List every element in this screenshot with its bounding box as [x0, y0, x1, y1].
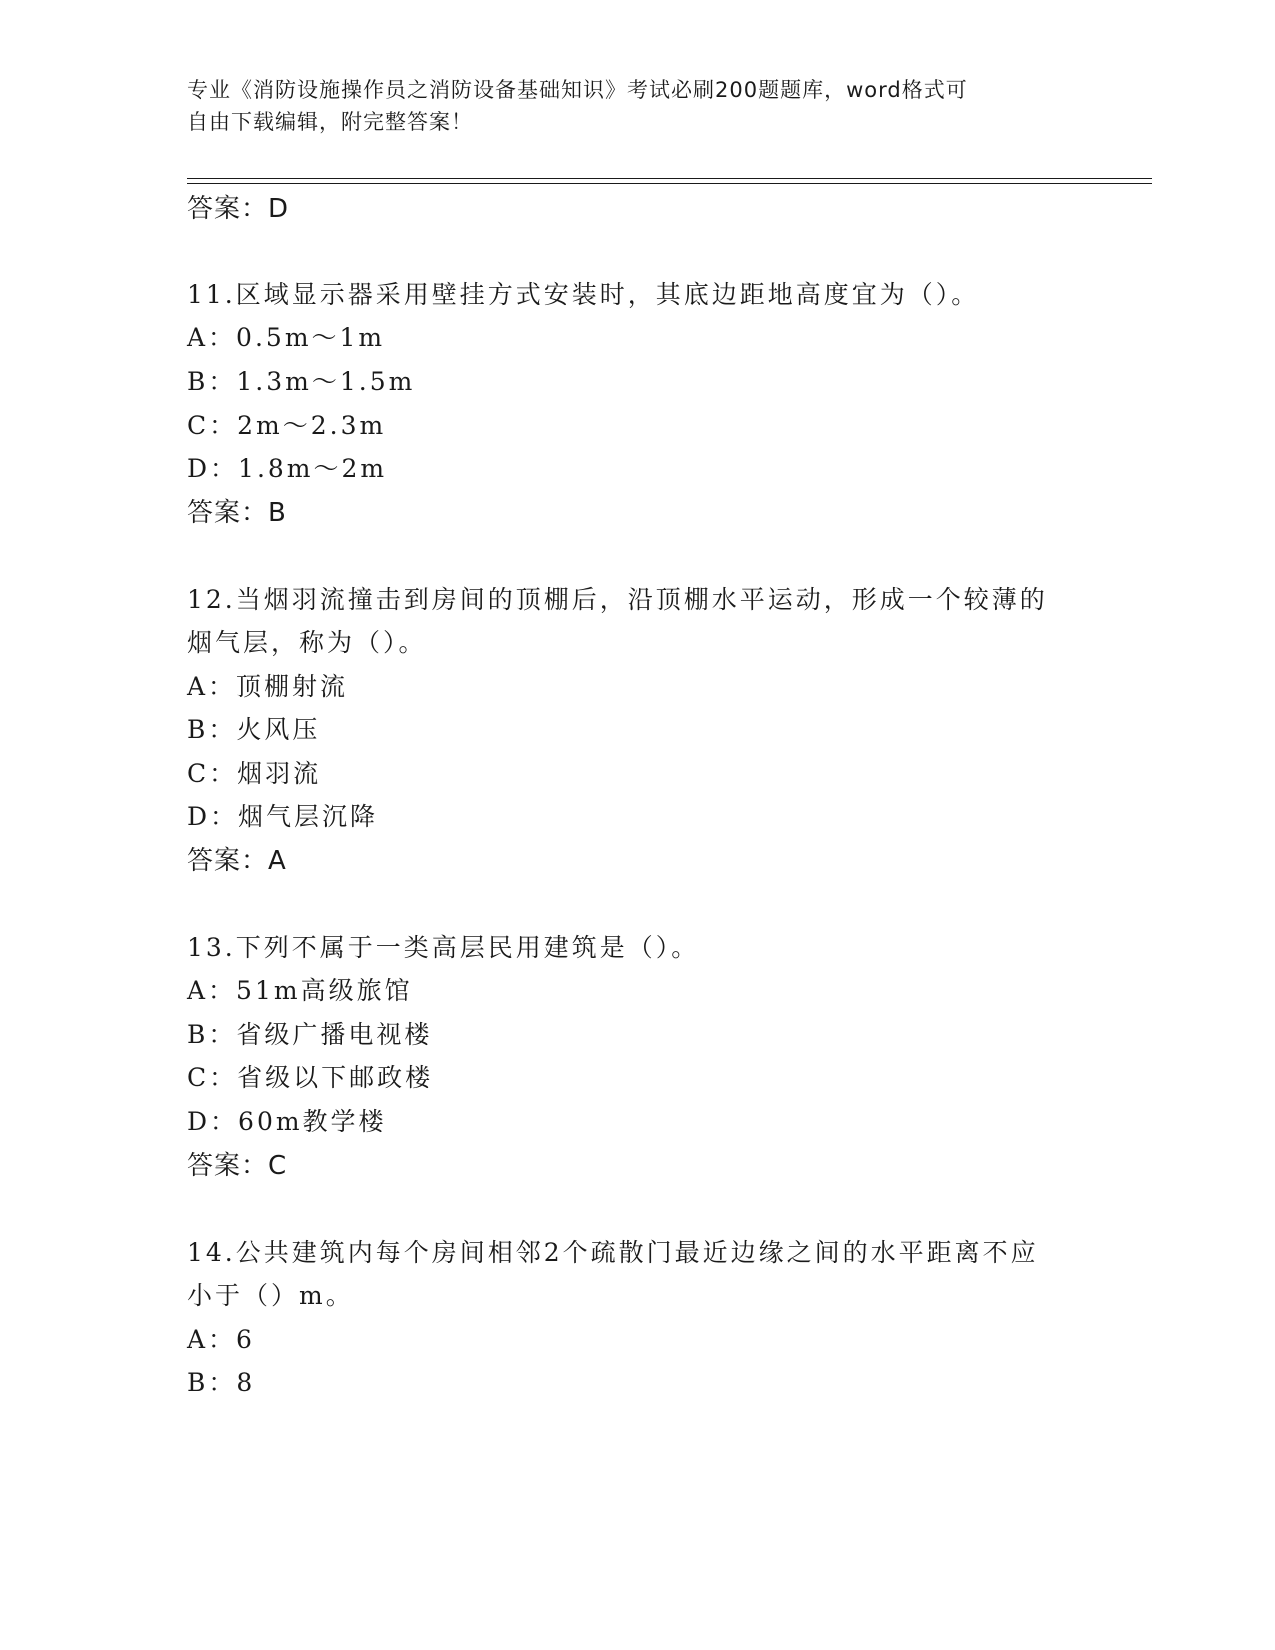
- document-header: [187, 74, 1067, 138]
- option-a: A：0.5m～1m: [187, 323, 386, 352]
- answer-label: 答案：B: [187, 498, 287, 528]
- option-c: C：2m～2.3m: [187, 411, 387, 440]
- question-text: 12.当烟羽流撞击到房间的顶棚后，沿顶棚水平运动，形成一个较薄的: [187, 585, 1048, 614]
- option-b: B：8: [187, 1368, 256, 1397]
- header-line-1: 专业《消防设施操作员之消防设备基础知识》考试必刷200题题库，word格式可: [187, 78, 968, 102]
- header-divider-bottom: [187, 183, 1152, 184]
- option-b: B：火风压: [187, 715, 321, 744]
- option-d: D：60m教学楼: [187, 1107, 387, 1136]
- header-line-2: 自由下载编辑，附完整答案！: [187, 110, 473, 134]
- option-a: A：6: [187, 1325, 255, 1354]
- header-divider-top: [187, 178, 1152, 179]
- option-d: D：1.8m～2m: [187, 454, 388, 483]
- option-b: B：1.3m～1.5m: [187, 367, 416, 396]
- question-text: 11.区域显示器采用壁挂方式安装时，其底边距地高度宜为（）。: [187, 280, 980, 309]
- option-d: D：烟气层沉降: [187, 802, 379, 831]
- answer-label: 答案：A: [187, 846, 287, 876]
- option-c: C：烟羽流: [187, 759, 322, 788]
- option-b: B：省级广播电视楼: [187, 1020, 433, 1049]
- question-text-continued: 小于（）m。: [187, 1281, 354, 1310]
- option-a: A：顶棚射流: [187, 672, 349, 701]
- answer-label: 答案：D: [187, 194, 290, 224]
- option-a: A：51m高级旅馆: [187, 976, 413, 1005]
- question-text-continued: 烟气层，称为（）。: [187, 628, 427, 657]
- answer-label: 答案：C: [187, 1151, 288, 1181]
- question-text: 13.下列不属于一类高层民用建筑是（）。: [187, 933, 700, 962]
- question-text: 14.公共建筑内每个房间相邻2个疏散门最近边缘之间的水平距离不应: [187, 1238, 1039, 1267]
- option-c: C：省级以下邮政楼: [187, 1063, 434, 1092]
